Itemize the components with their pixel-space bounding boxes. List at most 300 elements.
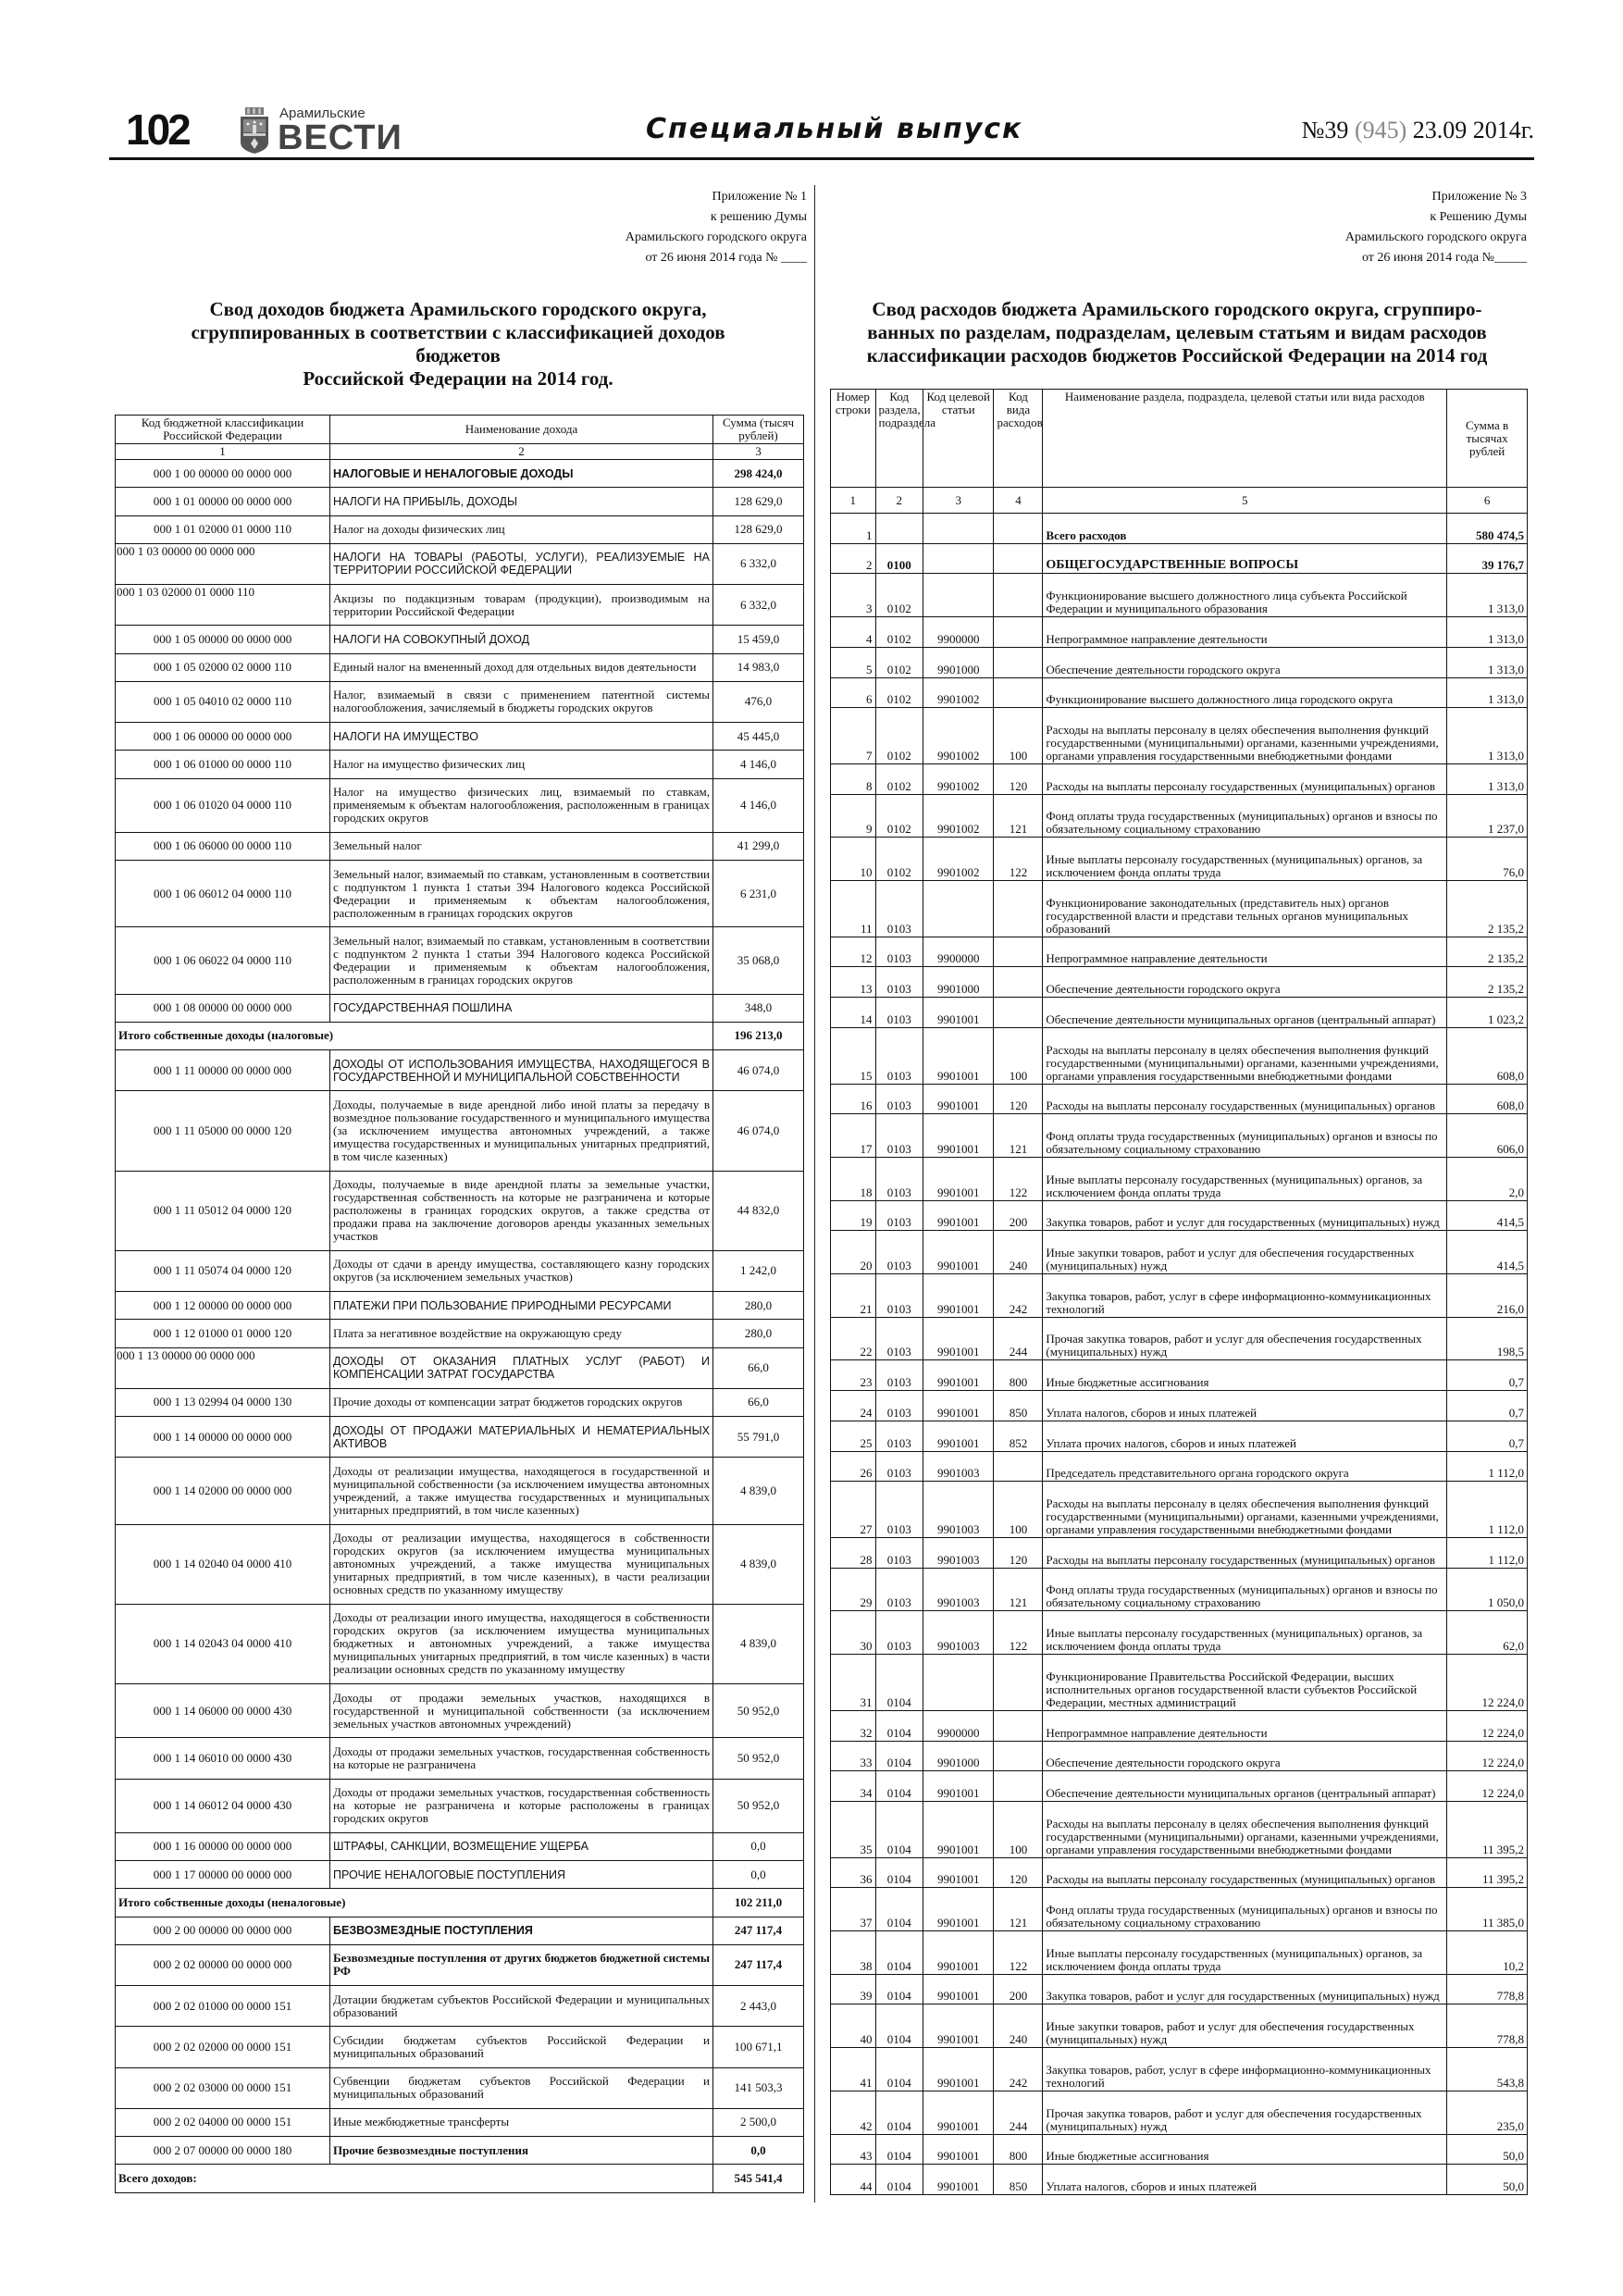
row-number: 27 bbox=[831, 1482, 876, 1538]
target-code: 9901002 bbox=[923, 677, 994, 708]
section-code: 0102 bbox=[875, 763, 923, 794]
expense-type-code bbox=[994, 1451, 1043, 1482]
income-name: Земельный налог, взимаемый по ставкам, установленным в соответствии с подпунктом 1 пункта 1 статьи 394 Налогового кодекса Российской Федерации и применяемым к объектам налогообложения, расположенным в границах городских округов bbox=[330, 861, 713, 927]
expense-name: Функционирование высшего должностного лица городского округа bbox=[1043, 677, 1447, 708]
expense-sum: 606,0 bbox=[1447, 1114, 1528, 1158]
expense-type-code bbox=[994, 1741, 1043, 1771]
expense-name: Обеспечение деятельности муниципальных органов (центральный аппарат) bbox=[1043, 1771, 1447, 1802]
header-sum: Сумма (тысяч рублей) bbox=[713, 416, 804, 444]
appendix-line: Арамильского городского округа bbox=[1344, 230, 1527, 244]
expense-name: Председатель представительного органа городского округа bbox=[1043, 1451, 1447, 1482]
target-code: 9901001 bbox=[923, 1360, 994, 1391]
expense-row bbox=[831, 574, 1528, 617]
income-row bbox=[116, 488, 804, 515]
income-name: ДОХОДЫ ОТ ОКАЗАНИЯ ПЛАТНЫХ УСЛУГ (РАБОТ) И КОМПЕНСАЦИИ ЗАТРАТ ГОСУДАРСТВА bbox=[330, 1347, 713, 1388]
income-name: Доходы, получаемые в виде арендной платы за земельные участки, государственная собственность на которые не разграничена и которые расположены в границах городских округов, а также средства от продажи права на заключение договоров аренды указанных земельных участков bbox=[330, 1171, 713, 1250]
row-number: 12 bbox=[831, 937, 876, 967]
income-row bbox=[116, 1832, 804, 1860]
section-code: 0104 bbox=[875, 1801, 923, 1857]
expense-sum: 1 313,0 bbox=[1447, 677, 1528, 708]
section-code: 0103 bbox=[875, 1200, 923, 1231]
section-code: 0103 bbox=[875, 1114, 923, 1158]
row-number: 19 bbox=[831, 1200, 876, 1231]
row-number: 32 bbox=[831, 1710, 876, 1741]
title-line: Свод доходов бюджета Арамильского городского округа, bbox=[209, 298, 707, 320]
income-sum: 280,0 bbox=[713, 1292, 804, 1320]
expense-sum: 39 176,7 bbox=[1447, 543, 1528, 574]
expense-row bbox=[831, 1537, 1528, 1568]
target-code: 9901003 bbox=[923, 1537, 994, 1568]
expense-sum: 1 023,2 bbox=[1447, 998, 1528, 1028]
logo-title: ВЕСТИ bbox=[278, 118, 403, 157]
target-code: 9901001 bbox=[923, 2004, 994, 2048]
income-appendix-note bbox=[463, 187, 807, 268]
income-name: Доходы от реализации имущества, находящегося в собственности городских округов (за исключением имущества муниципальных автономных учреждений, а также имущества муниципальных унитарных предприятий, в том числе казенных), в части реализации основных средств по указанному имуществу bbox=[330, 1524, 713, 1604]
income-sum: 0,0 bbox=[713, 2137, 804, 2165]
expense-sum: 414,5 bbox=[1447, 1231, 1528, 1274]
target-code: 9901001 bbox=[923, 1200, 994, 1231]
income-sum: 66,0 bbox=[713, 1347, 804, 1388]
income-name: ДОХОДЫ ОТ ИСПОЛЬЗОВАНИЯ ИМУЩЕСТВА, НАХОДЯЩЕГОСЯ В ГОСУДАРСТВЕННОЙ И МУНИЦИПАЛЬНОЙ СОБСТВЕННОСТИ bbox=[330, 1050, 713, 1091]
target-code: 9901001 bbox=[923, 998, 994, 1028]
income-name: ПРОЧИЕ НЕНАЛОГОВЫЕ ПОСТУПЛЕНИЯ bbox=[330, 1861, 713, 1889]
target-code bbox=[923, 514, 994, 544]
expense-type-code bbox=[994, 967, 1043, 998]
expense-row bbox=[831, 1231, 1528, 1274]
target-code: 9901003 bbox=[923, 1611, 994, 1655]
expense-type-code: 121 bbox=[994, 1114, 1043, 1158]
row-number: 31 bbox=[831, 1655, 876, 1711]
income-sum: 247 117,4 bbox=[713, 1944, 804, 1985]
budget-code: 000 1 13 00000 00 0000 000 bbox=[116, 1347, 330, 1388]
income-sum: 6 231,0 bbox=[713, 861, 804, 927]
target-code: 9901003 bbox=[923, 1451, 994, 1482]
section-code: 0102 bbox=[875, 708, 923, 764]
row-number: 39 bbox=[831, 1974, 876, 2004]
expense-type-code: 122 bbox=[994, 1611, 1043, 1655]
expense-type-code bbox=[994, 617, 1043, 648]
total-sum: 545 541,4 bbox=[713, 2165, 804, 2192]
header-target-code: Код целевой статьи bbox=[923, 390, 994, 488]
target-code: 9901001 bbox=[923, 1114, 994, 1158]
budget-code: 000 1 06 01020 04 0000 110 bbox=[116, 778, 330, 832]
target-code: 9901000 bbox=[923, 1741, 994, 1771]
appendix-line: Приложение № 1 bbox=[712, 190, 807, 204]
section-code: 0102 bbox=[875, 794, 923, 838]
header-section-code: Код раздела, подраздела bbox=[875, 390, 923, 488]
expense-sum: 62,0 bbox=[1447, 1611, 1528, 1655]
expense-sum: 1 313,0 bbox=[1447, 617, 1528, 648]
expense-name: Непрограммное направление деятельности bbox=[1043, 1710, 1447, 1741]
issue-total-number: (945) bbox=[1354, 117, 1407, 143]
income-row bbox=[116, 1091, 804, 1171]
income-name: Земельный налог, взимаемый по ставкам, установленным в соответствии с подпунктом 2 пункта 1 статьи 394 Налогового кодекса Российской Федерации и применяемым к объектам налогообложения, расположенным в границах городских округов bbox=[330, 927, 713, 994]
row-number: 37 bbox=[831, 1888, 876, 1931]
expense-row bbox=[831, 617, 1528, 648]
row-number: 9 bbox=[831, 794, 876, 838]
income-name: Иные межбюджетные трансферты bbox=[330, 2108, 713, 2136]
expense-type-code: 800 bbox=[994, 2134, 1043, 2165]
income-sum: 46 074,0 bbox=[713, 1091, 804, 1171]
income-row bbox=[116, 861, 804, 927]
income-row bbox=[116, 1320, 804, 1347]
expense-sum: 12 224,0 bbox=[1447, 1655, 1528, 1711]
expense-row bbox=[831, 647, 1528, 677]
section-code: 0104 bbox=[875, 2165, 923, 2195]
income-name: Земельный налог bbox=[330, 832, 713, 860]
income-row bbox=[116, 681, 804, 722]
income-sum: 128 629,0 bbox=[713, 488, 804, 515]
income-sum: 280,0 bbox=[713, 1320, 804, 1347]
row-number: 36 bbox=[831, 1857, 876, 1888]
total-label: Итого собственные доходы (неналоговые) bbox=[116, 1889, 713, 1917]
row-number: 11 bbox=[831, 881, 876, 937]
expense-type-code bbox=[994, 1655, 1043, 1711]
expense-row bbox=[831, 881, 1528, 937]
target-code: 9900000 bbox=[923, 1710, 994, 1741]
expense-sum: 1 112,0 bbox=[1447, 1451, 1528, 1482]
row-number: 29 bbox=[831, 1568, 876, 1611]
expense-sum: 10,2 bbox=[1447, 1931, 1528, 1975]
expense-name: Уплата налогов, сборов и иных платежей bbox=[1043, 2165, 1447, 2195]
expense-row bbox=[831, 794, 1528, 838]
expense-sum: 50,0 bbox=[1447, 2165, 1528, 2195]
income-row bbox=[116, 1171, 804, 1250]
expense-name: Иные выплаты персоналу государственных (муниципальных) органов, за исключением фонда оплаты труда bbox=[1043, 838, 1447, 881]
income-row bbox=[116, 1861, 804, 1889]
expense-name: Закупка товаров, работ и услуг для государственных (муниципальных) нужд bbox=[1043, 1974, 1447, 2004]
row-number: 35 bbox=[831, 1801, 876, 1857]
coat-of-arms-icon bbox=[239, 107, 270, 154]
income-row bbox=[116, 778, 804, 832]
income-sum: 6 332,0 bbox=[713, 585, 804, 626]
expense-row bbox=[831, 1568, 1528, 1611]
expense-type-code: 240 bbox=[994, 2004, 1043, 2048]
income-row bbox=[116, 1684, 804, 1738]
expense-row bbox=[831, 1200, 1528, 1231]
section-title: Специальный выпуск bbox=[646, 113, 1023, 145]
row-number: 2 bbox=[831, 543, 876, 574]
income-row bbox=[116, 543, 804, 584]
row-number: 24 bbox=[831, 1391, 876, 1421]
income-name: НАЛОГИ НА ТОВАРЫ (РАБОТЫ, УСЛУГИ), РЕАЛИЗУЕМЫЕ НА ТЕРРИТОРИИ РОССИЙСКОЙ ФЕДЕРАЦИИ bbox=[330, 543, 713, 584]
row-number: 13 bbox=[831, 967, 876, 998]
section-code bbox=[875, 514, 923, 544]
row-number: 5 bbox=[831, 647, 876, 677]
budget-code: 000 1 03 02000 01 0000 110 bbox=[116, 585, 330, 626]
section-code: 0104 bbox=[875, 2134, 923, 2165]
target-code: 9901001 bbox=[923, 1974, 994, 2004]
budget-code: 000 2 07 00000 00 0000 180 bbox=[116, 2137, 330, 2165]
income-name: Налог на доходы физических лиц bbox=[330, 515, 713, 543]
income-sum: 50 952,0 bbox=[713, 1779, 804, 1832]
budget-code: 000 1 01 02000 01 0000 110 bbox=[116, 515, 330, 543]
expense-row bbox=[831, 1317, 1528, 1360]
expense-row bbox=[831, 1451, 1528, 1482]
income-sum: 50 952,0 bbox=[713, 1684, 804, 1738]
expense-sum: 198,5 bbox=[1447, 1317, 1528, 1360]
expense-row bbox=[831, 2134, 1528, 2165]
income-sum: 348,0 bbox=[713, 994, 804, 1022]
budget-code: 000 2 02 02000 00 0000 151 bbox=[116, 2027, 330, 2067]
budget-code: 000 1 06 06012 04 0000 110 bbox=[116, 861, 330, 927]
budget-code: 000 1 06 06000 00 0000 110 bbox=[116, 832, 330, 860]
income-sum: 476,0 bbox=[713, 681, 804, 722]
expense-name: Расходы на выплаты персоналу в целях обеспечения выполнения функций государственными (муниципальными) органами, казенными учреждениями, органами управления государственными внебюджетными фондами bbox=[1043, 1482, 1447, 1538]
appendix-line: Приложение № 3 bbox=[1431, 190, 1527, 204]
income-row bbox=[116, 585, 804, 626]
row-number: 28 bbox=[831, 1537, 876, 1568]
income-sum: 46 074,0 bbox=[713, 1050, 804, 1091]
row-number: 14 bbox=[831, 998, 876, 1028]
expense-name: Закупка товаров, работ, услуг в сфере информационно-коммуникационных технологий bbox=[1043, 1274, 1447, 1318]
expense-sum: 414,5 bbox=[1447, 1200, 1528, 1231]
expense-row bbox=[831, 2165, 1528, 2195]
income-title bbox=[116, 298, 800, 391]
income-sum: 44 832,0 bbox=[713, 1171, 804, 1250]
expense-name: Уплата налогов, сборов и иных платежей bbox=[1043, 1391, 1447, 1421]
section-code: 0104 bbox=[875, 2048, 923, 2091]
income-name: НАЛОГИ НА СОВОКУПНЫЙ ДОХОД bbox=[330, 626, 713, 653]
column-divider bbox=[814, 185, 815, 2203]
target-code bbox=[923, 543, 994, 574]
expense-sum: 2,0 bbox=[1447, 1157, 1528, 1200]
total-label: Всего доходов: bbox=[116, 2165, 713, 2192]
budget-code: 000 1 06 00000 00 0000 000 bbox=[116, 723, 330, 751]
expense-sum: 580 474,5 bbox=[1447, 514, 1528, 544]
income-row bbox=[116, 1292, 804, 1320]
income-row bbox=[116, 1944, 804, 1985]
col-number: 4 bbox=[994, 488, 1043, 514]
budget-code: 000 1 05 00000 00 0000 000 bbox=[116, 626, 330, 653]
expense-row bbox=[831, 1084, 1528, 1114]
section-code: 0103 bbox=[875, 1084, 923, 1114]
expense-type-code: 122 bbox=[994, 1931, 1043, 1975]
expense-name: Расходы на выплаты персоналу в целях обеспечения выполнения функций государственными (муниципальными) органами, казенными учреждениями, органами управления государственными внебюджетными фондами bbox=[1043, 1801, 1447, 1857]
income-name: ШТРАФЫ, САНКЦИИ, ВОЗМЕЩЕНИЕ УЩЕРБА bbox=[330, 1832, 713, 1860]
income-row bbox=[116, 653, 804, 681]
income-name: Доходы от продажи земельных участков, государственная собственность на которые не разграничена bbox=[330, 1738, 713, 1779]
budget-code: 000 1 14 02040 04 0000 410 bbox=[116, 1524, 330, 1604]
expense-type-code bbox=[994, 647, 1043, 677]
target-code: 9901001 bbox=[923, 1084, 994, 1114]
expense-sum: 608,0 bbox=[1447, 1027, 1528, 1084]
appendix-line: к Решению Думы bbox=[1430, 210, 1527, 224]
section-code: 0104 bbox=[875, 1974, 923, 2004]
expense-type-code: 850 bbox=[994, 2165, 1043, 2195]
income-name: Налог, взимаемый в связи с применением патентной системы налогообложения, зачисляемый в бюджеты городских округов bbox=[330, 681, 713, 722]
expense-sum: 11 385,0 bbox=[1447, 1888, 1528, 1931]
target-code: 9901001 bbox=[923, 1391, 994, 1421]
income-total-row bbox=[116, 1889, 804, 1917]
income-row bbox=[116, 751, 804, 778]
income-row bbox=[116, 1388, 804, 1416]
income-sum: 35 068,0 bbox=[713, 927, 804, 994]
section-code: 0102 bbox=[875, 838, 923, 881]
income-row bbox=[116, 515, 804, 543]
expense-type-code: 240 bbox=[994, 1231, 1043, 1274]
income-name: БЕЗВОЗМЕЗДНЫЕ ПОСТУПЛЕНИЯ bbox=[330, 1917, 713, 1944]
budget-code: 000 1 13 02994 04 0000 130 bbox=[116, 1388, 330, 1416]
row-number: 6 bbox=[831, 677, 876, 708]
income-sum: 298 424,0 bbox=[713, 460, 804, 488]
expense-sum: 1 313,0 bbox=[1447, 574, 1528, 617]
expense-table bbox=[830, 389, 1528, 2195]
target-code: 9900000 bbox=[923, 937, 994, 967]
target-code: 9901001 bbox=[923, 2165, 994, 2195]
col-number: 1 bbox=[831, 488, 876, 514]
section-code: 0103 bbox=[875, 1611, 923, 1655]
income-sum: 4 839,0 bbox=[713, 1604, 804, 1683]
income-name: НАЛОГИ НА ПРИБЫЛЬ, ДОХОДЫ bbox=[330, 488, 713, 515]
budget-code: 000 1 05 04010 02 0000 110 bbox=[116, 681, 330, 722]
budget-code: 000 1 14 06010 00 0000 430 bbox=[116, 1738, 330, 1779]
expense-name: Прочая закупка товаров, работ и услуг для обеспечения государственных (муниципальных) нужд bbox=[1043, 2091, 1447, 2134]
expense-sum: 216,0 bbox=[1447, 1274, 1528, 1318]
income-sum: 247 117,4 bbox=[713, 1917, 804, 1944]
section-code: 0103 bbox=[875, 1027, 923, 1084]
expense-sum: 2 135,2 bbox=[1447, 937, 1528, 967]
section-code: 0104 bbox=[875, 1771, 923, 1802]
target-code: 9901003 bbox=[923, 1568, 994, 1611]
col-number: 5 bbox=[1043, 488, 1447, 514]
expense-name: Непрограммное направление деятельности bbox=[1043, 617, 1447, 648]
row-number: 40 bbox=[831, 2004, 876, 2048]
target-code: 9901001 bbox=[923, 1888, 994, 1931]
income-sum: 1 242,0 bbox=[713, 1250, 804, 1291]
income-sum: 4 146,0 bbox=[713, 751, 804, 778]
income-sum: 66,0 bbox=[713, 1388, 804, 1416]
header-sum: Сумма в тысячах рублей bbox=[1447, 390, 1528, 488]
row-number: 34 bbox=[831, 1771, 876, 1802]
row-number: 1 bbox=[831, 514, 876, 544]
expense-type-code: 242 bbox=[994, 1274, 1043, 1318]
budget-code: 000 2 02 04000 00 0000 151 bbox=[116, 2108, 330, 2136]
income-row bbox=[116, 994, 804, 1022]
row-number: 20 bbox=[831, 1231, 876, 1274]
income-sum: 45 445,0 bbox=[713, 723, 804, 751]
row-number: 23 bbox=[831, 1360, 876, 1391]
expense-type-code bbox=[994, 1771, 1043, 1802]
col-number: 2 bbox=[875, 488, 923, 514]
expense-row bbox=[831, 1114, 1528, 1158]
income-sum: 141 503,3 bbox=[713, 2067, 804, 2108]
income-row bbox=[116, 2137, 804, 2165]
target-code: 9901001 bbox=[923, 1801, 994, 1857]
total-sum: 196 213,0 bbox=[713, 1022, 804, 1049]
section-code: 0103 bbox=[875, 1451, 923, 1482]
section-code: 0102 bbox=[875, 617, 923, 648]
expense-type-code: 244 bbox=[994, 2091, 1043, 2134]
target-code: 9901002 bbox=[923, 708, 994, 764]
budget-code: 000 2 02 03000 00 0000 151 bbox=[116, 2067, 330, 2108]
target-code: 9901001 bbox=[923, 1317, 994, 1360]
col-number: 2 bbox=[330, 444, 713, 460]
income-name: Плата за негативное воздействие на окружающую среду bbox=[330, 1320, 713, 1347]
income-sum: 55 791,0 bbox=[713, 1417, 804, 1458]
budget-code: 000 2 02 01000 00 0000 151 bbox=[116, 1986, 330, 2027]
expense-row bbox=[831, 1857, 1528, 1888]
income-name: Доходы от продажи земельных участков, государственная собственность на которые не разграничена и которые расположены в границах городских округов bbox=[330, 1779, 713, 1832]
budget-code: 000 2 02 00000 00 0000 000 bbox=[116, 1944, 330, 1985]
section-code: 0103 bbox=[875, 1421, 923, 1451]
expense-name: Непрограммное направление деятельности bbox=[1043, 937, 1447, 967]
income-name: Прочие доходы от компенсации затрат бюджетов городских округов bbox=[330, 1388, 713, 1416]
expense-row bbox=[831, 1974, 1528, 2004]
expense-sum: 235,0 bbox=[1447, 2091, 1528, 2134]
expense-row bbox=[831, 1710, 1528, 1741]
target-code: 9901002 bbox=[923, 794, 994, 838]
budget-code: 000 1 00 00000 00 0000 000 bbox=[116, 460, 330, 488]
expense-type-code: 852 bbox=[994, 1421, 1043, 1451]
income-sum: 4 839,0 bbox=[713, 1524, 804, 1604]
expense-name: Фонд оплаты труда государственных (муниципальных) органов и взносы по обязательному социальному страхованию bbox=[1043, 1568, 1447, 1611]
expense-row bbox=[831, 1274, 1528, 1318]
expense-sum: 1 237,0 bbox=[1447, 794, 1528, 838]
target-code: 9901001 bbox=[923, 1857, 994, 1888]
income-sum: 4 839,0 bbox=[713, 1458, 804, 1524]
expense-row bbox=[831, 514, 1528, 544]
target-code: 9901000 bbox=[923, 647, 994, 677]
target-code: 9901001 bbox=[923, 1421, 994, 1451]
income-row bbox=[116, 1779, 804, 1832]
income-name: Доходы, получаемые в виде арендной либо иной платы за передачу в возмездное пользование государственного и муниципального имущества (за исключением имущества автономных учреждений, а также имущества государственных и муниципальных унитарных предприятий, в том числе казенных) bbox=[330, 1091, 713, 1171]
expense-name: Фонд оплаты труда государственных (муниципальных) органов и взносы по обязательному социальному страхованию bbox=[1043, 1888, 1447, 1931]
expense-row bbox=[831, 1360, 1528, 1391]
expense-name: Иные закупки товаров, работ и услуг для обеспечения государственных (муниципальных) нужд bbox=[1043, 2004, 1447, 2048]
row-number: 30 bbox=[831, 1611, 876, 1655]
income-name: Прочие безвозмездные поступления bbox=[330, 2137, 713, 2165]
expense-name: Фонд оплаты труда государственных (муниципальных) органов и взносы по обязательному социальному страхованию bbox=[1043, 1114, 1447, 1158]
target-code: 9901001 bbox=[923, 1931, 994, 1975]
income-name: Субсидии бюджетам субъектов Российской Федерации и муниципальных образований bbox=[330, 2027, 713, 2067]
section-code: 0104 bbox=[875, 1857, 923, 1888]
row-number: 43 bbox=[831, 2134, 876, 2165]
row-number: 3 bbox=[831, 574, 876, 617]
expense-sum: 12 224,0 bbox=[1447, 1771, 1528, 1802]
row-number: 18 bbox=[831, 1157, 876, 1200]
row-number: 21 bbox=[831, 1274, 876, 1318]
section-code: 0103 bbox=[875, 1360, 923, 1391]
expense-name: Функционирование законодательных (представитель ных) органов государственной власти и представи тельных органов муниципальных образований bbox=[1043, 881, 1447, 937]
income-name: ПЛАТЕЖИ ПРИ ПОЛЬЗОВАНИЕ ПРИРОДНЫМИ РЕСУРСАМИ bbox=[330, 1292, 713, 1320]
expense-row bbox=[831, 1741, 1528, 1771]
header-expense-type-code: Код вида расходов bbox=[994, 390, 1043, 488]
expense-row bbox=[831, 967, 1528, 998]
income-sum: 41 299,0 bbox=[713, 832, 804, 860]
income-row bbox=[116, 1050, 804, 1091]
expense-name: Иные выплаты персоналу государственных (муниципальных) органов, за исключением фонда оплаты труда bbox=[1043, 1611, 1447, 1655]
logo-subtitle: Арамильские bbox=[279, 105, 365, 121]
expense-sum: 1 313,0 bbox=[1447, 763, 1528, 794]
income-row bbox=[116, 723, 804, 751]
income-name: ДОХОДЫ ОТ ПРОДАЖИ МАТЕРИАЛЬНЫХ И НЕМАТЕРИАЛЬНЫХ АКТИВОВ bbox=[330, 1417, 713, 1458]
budget-code: 000 1 12 00000 00 0000 000 bbox=[116, 1292, 330, 1320]
section-code: 0100 bbox=[875, 543, 923, 574]
section-code: 0104 bbox=[875, 1655, 923, 1711]
expense-name: Иные бюджетные ассигнования bbox=[1043, 2134, 1447, 2165]
budget-code: 000 1 14 02043 04 0000 410 bbox=[116, 1604, 330, 1683]
income-row bbox=[116, 927, 804, 994]
section-code: 0103 bbox=[875, 1537, 923, 1568]
section-code: 0104 bbox=[875, 1931, 923, 1975]
expense-type-code bbox=[994, 937, 1043, 967]
total-label: Итого собственные доходы (налоговые) bbox=[116, 1022, 713, 1049]
expense-title bbox=[825, 298, 1529, 367]
section-code: 0104 bbox=[875, 1741, 923, 1771]
section-code: 0103 bbox=[875, 998, 923, 1028]
expense-sum: 1 112,0 bbox=[1447, 1482, 1528, 1538]
